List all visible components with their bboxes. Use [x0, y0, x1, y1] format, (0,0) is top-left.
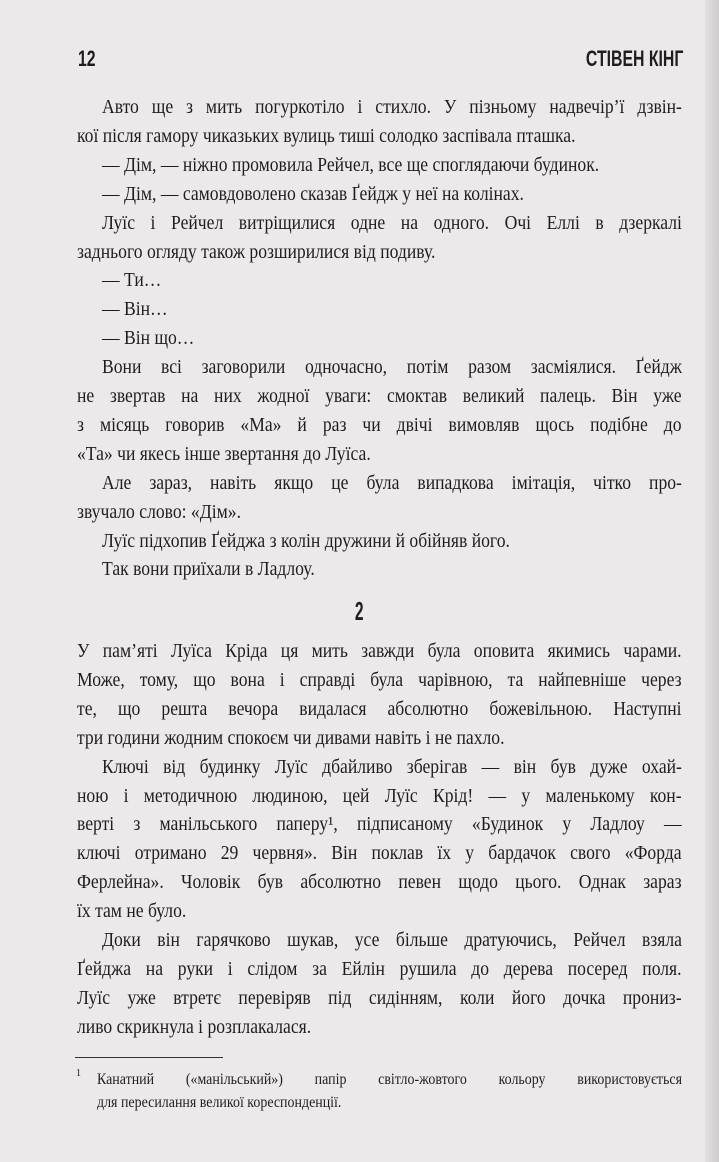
text-line: — Дім, — ніжно промовила Рейчел, все ще споглядаючи будинок. [102, 153, 600, 176]
text-line: — Ти… [102, 269, 162, 292]
text-line: У пам’яті Луїса Кріда ця мить завжди була оповита якимись чарами. [77, 640, 682, 662]
text-line: їх там не було. [77, 900, 187, 923]
text-line: Луїс і Рейчел витріщилися одне на одного. Очі Еллі в дзеркалі [102, 211, 682, 234]
text-line: ключі отримано 29 червня». Він поклав їх у бардачок свого «Форда [77, 842, 682, 865]
text-line: звучало слово: «Дім». [77, 500, 241, 523]
text-line: Авто ще з мить погуркотіло і стихло. У пізньому надвечір’ї дзвін- [102, 96, 682, 118]
text-line: три години жодним спокоєм чи дивами навіть і не пахло. [77, 726, 505, 749]
section-number: 2 [354, 596, 364, 626]
footnote-marker: 1 [76, 1068, 81, 1079]
text-line: Луїс підхопив Ґейджа з колін дружини й обійняв його. [102, 529, 510, 552]
text-line: ною і методичною людиною, цей Луїс Крід! — у маленькому кон- [77, 784, 682, 807]
text-line: кої після гамору чиказьких вулиць тиші солодко заспівала пташка. [77, 124, 576, 147]
text-line: те, що решта вечора видалася абсолютно божевільною. Наступні [77, 697, 682, 720]
text-line: Вони всі заговорили одночасно, потім разом засміялися. Ґейдж [102, 356, 682, 379]
text-line: з місяць говорив «Ма» й раз чи двічі вимовляв щось подібне до [77, 413, 682, 436]
text-line: ливо скрикнула і розплакалася. [77, 1015, 312, 1038]
text-line: Луїс уже втретє перевіряв під сидінням, коли його дочка прониз- [77, 986, 682, 1009]
text-line: Ключі від будинку Луїс дбайливо зберігав — він був дуже охай- [102, 755, 682, 778]
footnote-separator [75, 1057, 223, 1058]
text-line: — Він… [102, 298, 168, 321]
text-line: верті з манільського паперу¹, підписаному «Будинок у Ладлоу — [77, 813, 682, 836]
text-line: Але зараз, навіть якщо це була випадкова імітація, чітко про- [102, 471, 682, 494]
text-line: Канатний («манільський») папір світло-жовтого кольору використовується [97, 1071, 682, 1088]
running-title: СТІВЕН КІНГ [585, 46, 683, 71]
text-line: Може, тому, що вона і справді була чарівною, та найпевніше через [77, 668, 682, 691]
text-line: для пересилання великої кореспонденції. [97, 1094, 342, 1111]
text-line: — Він що… [102, 327, 195, 350]
text-line: Ферлейна». Чоловік був абсолютно певен щодо цього. Однак зараз [77, 871, 682, 894]
text-line: — Дім, — самовдоволено сказав Ґейдж у неї на колінах. [102, 182, 524, 205]
text-line: Так вони приїхали в Ладлоу. [102, 558, 315, 581]
text-line: не звертав на них жодної уваги: смоктав великий палець. Він уже [77, 385, 682, 407]
text-line: Доки він гарячково шукав, усе більше дратуючись, Рейчел взяла [102, 929, 682, 951]
page-number: 12 [78, 46, 96, 71]
page-edge-shadow [705, 0, 719, 1162]
text-line: «Та» чи якесь інше звертання до Луїса. [77, 442, 371, 465]
text-line: Ґейджа на руки і слідом за Ейлін рушила до дерева посеред поля. [77, 957, 682, 980]
text-line: заднього огляду також розширилися від подиву. [77, 240, 436, 263]
